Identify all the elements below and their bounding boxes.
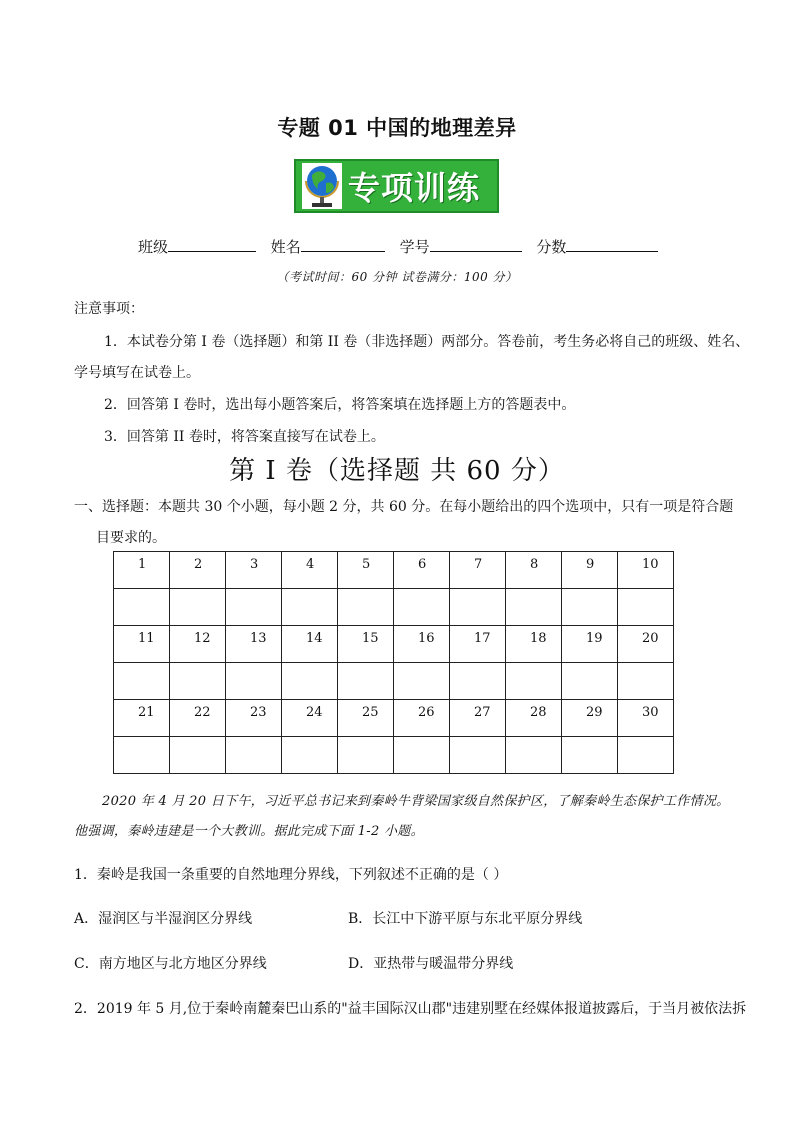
score-blank xyxy=(566,237,658,252)
section-title: 第 I 卷（选择题 共 60 分） xyxy=(229,456,565,486)
exam-info: （考试时间：60 分钟 试卷满分：100 分） xyxy=(276,270,518,284)
note-item-3: 3．回答第 II 卷时，将答案直接写在试卷上。 xyxy=(104,429,385,445)
answer-cell[interactable] xyxy=(114,737,170,774)
question-number-cell: 18 xyxy=(506,626,562,663)
banner-text: 专项训练 xyxy=(348,169,481,207)
answer-cell[interactable] xyxy=(506,737,562,774)
notes-heading: 注意事项： xyxy=(74,301,144,317)
answer-cell[interactable] xyxy=(506,663,562,700)
table-row xyxy=(114,626,674,663)
answer-cell[interactable] xyxy=(618,737,674,774)
answer-cell[interactable] xyxy=(226,589,282,626)
answer-table xyxy=(113,551,674,774)
instructions-line-1: 一、选择题：本题共 30 个小题，每小题 2 分，共 60 分。在每小题给出的四个选项中，只有一项是符合题 xyxy=(74,499,734,515)
question-number-cell: 7 xyxy=(450,552,506,589)
answer-cell[interactable] xyxy=(114,589,170,626)
training-banner xyxy=(294,159,499,213)
passage-line-1: 2020 年 4 月 20 日下午，习近平总书记来到秦岭牛背梁国家级自然保护区，了解秦岭生态保护工作情况。 xyxy=(102,794,730,809)
passage-line-2: 他强调，秦岭违建是一个大教训。据此完成下面 1-2 小题。 xyxy=(74,824,424,839)
question-number-cell: 17 xyxy=(450,626,506,663)
student-id-blank xyxy=(430,237,522,252)
name-label: 姓名 xyxy=(270,238,301,256)
question-number-cell: 3 xyxy=(226,552,282,589)
answer-cell[interactable] xyxy=(226,663,282,700)
question-1-option-c: C．南方地区与北方地区分界线 xyxy=(74,956,267,972)
question-number-cell: 9 xyxy=(562,552,618,589)
table-row xyxy=(114,663,674,700)
question-1-option-b: B．长江中下游平原与东北平原分界线 xyxy=(348,911,583,927)
globe-icon xyxy=(300,161,344,211)
answer-cell[interactable] xyxy=(394,737,450,774)
question-number-cell: 15 xyxy=(338,626,394,663)
question-number-cell: 6 xyxy=(394,552,450,589)
question-number-cell: 25 xyxy=(338,700,394,737)
score-label: 分数 xyxy=(536,238,567,256)
answer-cell[interactable] xyxy=(282,663,338,700)
class-label: 班级 xyxy=(138,238,169,256)
question-number-cell: 5 xyxy=(338,552,394,589)
question-number-cell: 27 xyxy=(450,700,506,737)
answer-cell[interactable] xyxy=(450,589,506,626)
answer-cell[interactable] xyxy=(394,663,450,700)
instructions-line-2: 目要求的。 xyxy=(96,530,166,546)
question-number-cell: 30 xyxy=(618,700,674,737)
question-number-cell: 21 xyxy=(114,700,170,737)
answer-cell[interactable] xyxy=(338,663,394,700)
answer-cell[interactable] xyxy=(394,589,450,626)
question-number-cell: 10 xyxy=(618,552,674,589)
answer-cell[interactable] xyxy=(618,663,674,700)
question-number-cell: 23 xyxy=(226,700,282,737)
answer-cell[interactable] xyxy=(170,737,226,774)
question-number-cell: 4 xyxy=(282,552,338,589)
name-blank xyxy=(301,237,385,252)
question-number-cell: 11 xyxy=(114,626,170,663)
answer-cell[interactable] xyxy=(562,663,618,700)
answer-cell[interactable] xyxy=(282,737,338,774)
question-1-option-a: A．湿润区与半湿润区分界线 xyxy=(74,911,253,927)
question-number-cell: 26 xyxy=(394,700,450,737)
question-number-cell: 20 xyxy=(618,626,674,663)
page-title: 专题 01 中国的地理差异 xyxy=(277,116,517,140)
question-number-cell: 13 xyxy=(226,626,282,663)
student-id-label: 学号 xyxy=(399,238,430,256)
question-number-cell: 8 xyxy=(506,552,562,589)
table-row xyxy=(114,700,674,737)
question-number-cell: 19 xyxy=(562,626,618,663)
question-number-cell: 14 xyxy=(282,626,338,663)
question-1-stem: 1．秦岭是我国一条重要的自然地理分界线，下列叙述不正确的是（ ） xyxy=(74,867,508,883)
class-blank xyxy=(168,237,256,252)
answer-cell[interactable] xyxy=(618,589,674,626)
question-number-cell: 22 xyxy=(170,700,226,737)
answer-cell[interactable] xyxy=(562,589,618,626)
table-row xyxy=(114,552,674,589)
answer-cell[interactable] xyxy=(450,663,506,700)
question-number-cell: 2 xyxy=(170,552,226,589)
note-item-1-cont: 学号填写在试卷上。 xyxy=(74,365,200,381)
question-number-cell: 29 xyxy=(562,700,618,737)
answer-cell[interactable] xyxy=(282,589,338,626)
question-number-cell: 28 xyxy=(506,700,562,737)
answer-cell[interactable] xyxy=(170,663,226,700)
student-info-fields xyxy=(138,236,658,257)
answer-cell[interactable] xyxy=(450,737,506,774)
question-number-cell: 24 xyxy=(282,700,338,737)
answer-cell[interactable] xyxy=(170,589,226,626)
answer-cell[interactable] xyxy=(562,737,618,774)
question-number-cell: 16 xyxy=(394,626,450,663)
question-2-stem: 2．2019 年 5 月,位于秦岭南麓秦巴山系的"益丰国际汉山郡"违建别墅在经媒体报道披露后，于当月被依法拆 xyxy=(74,1001,747,1017)
table-row xyxy=(114,589,674,626)
note-item-1: 1．本试卷分第 I 卷（选择题）和第 II 卷（非选择题）两部分。答卷前，考生务必将自己的班级、姓名、 xyxy=(104,334,750,350)
answer-cell[interactable] xyxy=(338,737,394,774)
question-number-cell: 12 xyxy=(170,626,226,663)
table-row xyxy=(114,737,674,774)
answer-cell[interactable] xyxy=(506,589,562,626)
answer-cell[interactable] xyxy=(338,589,394,626)
question-number-cell: 1 xyxy=(114,552,170,589)
answer-cell[interactable] xyxy=(114,663,170,700)
answer-cell[interactable] xyxy=(226,737,282,774)
note-item-2: 2．回答第 I 卷时，选出每小题答案后，将答案填在选择题上方的答题表中。 xyxy=(104,397,576,413)
question-1-option-d: D．亚热带与暖温带分界线 xyxy=(348,956,514,972)
